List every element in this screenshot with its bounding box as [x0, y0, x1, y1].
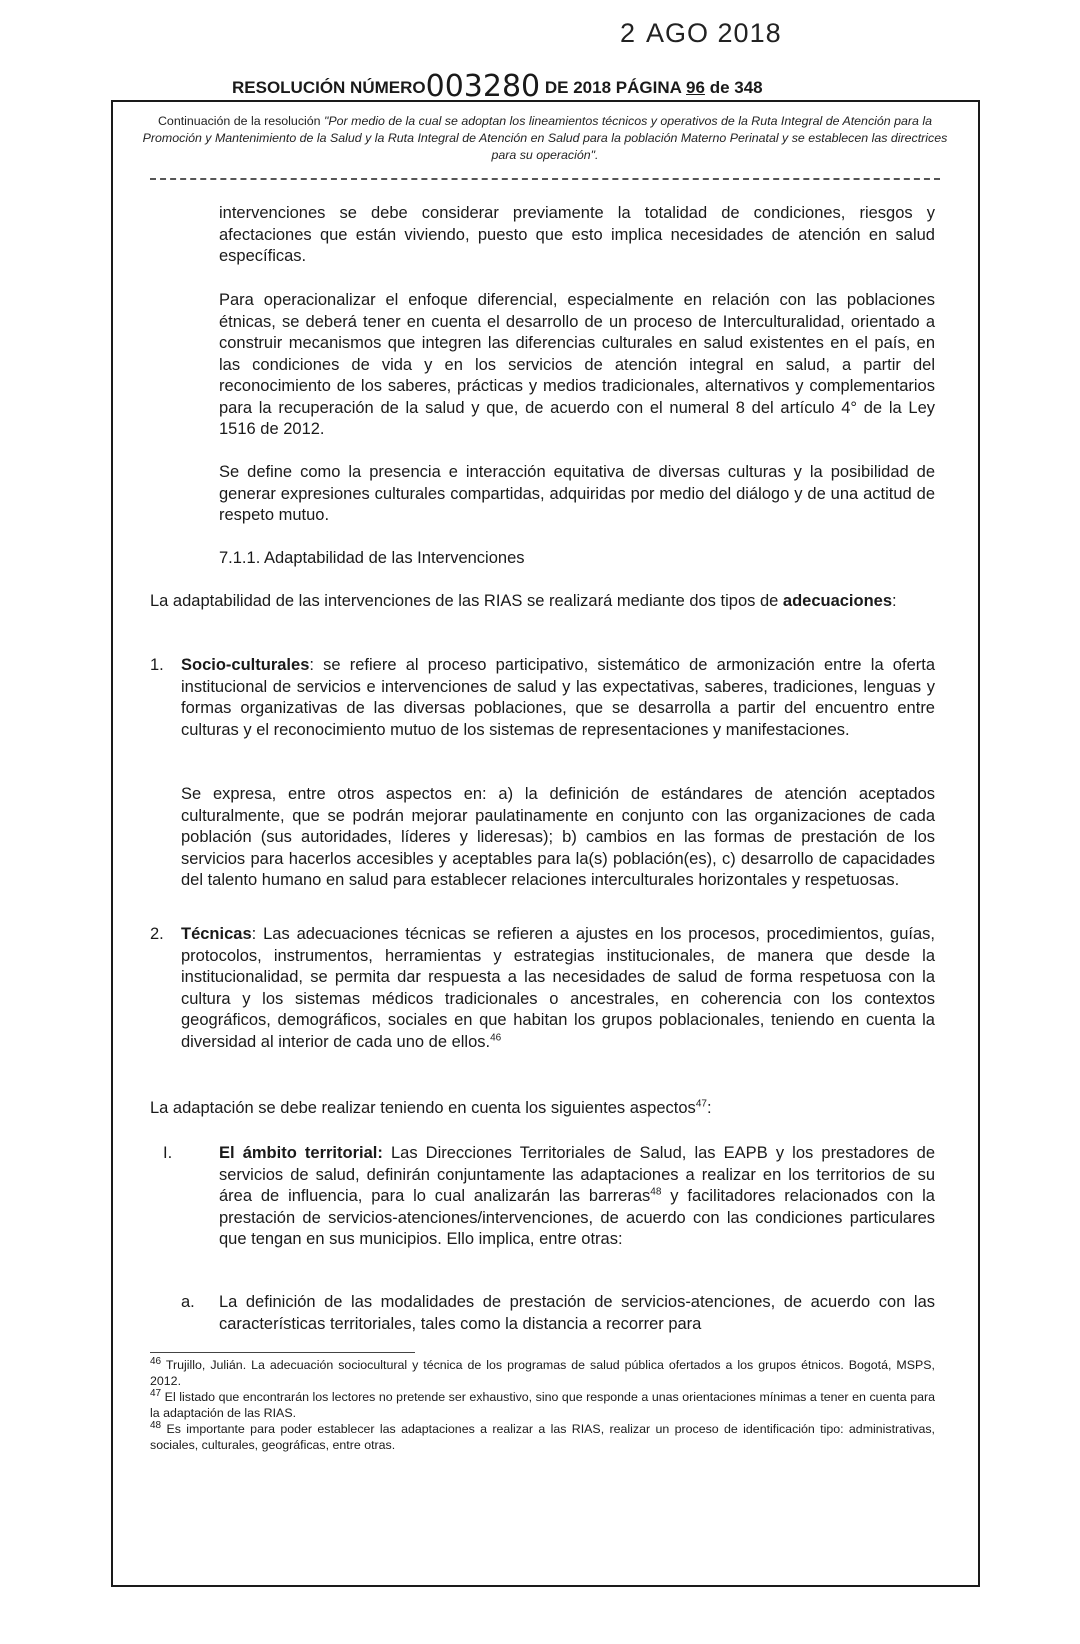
resolution-number: 003280 — [425, 69, 541, 104]
page-of: de — [709, 78, 730, 97]
item-a-number: a. — [181, 1293, 195, 1311]
resolution-year: DE 2018 — [544, 78, 612, 97]
item-1-number: 1. — [150, 656, 164, 674]
item-2 — [181, 924, 935, 1053]
paragraph-3: Se define como la presencia e interacción equitativa de diversas culturas y la posibilidad de generar expresiones culturales compartidas, adquiridas por medio del diálogo y de una actitud de respeto mutuo. — [219, 463, 935, 524]
item-1 — [181, 655, 935, 741]
section-heading — [219, 548, 935, 570]
section-title: Adaptabilidad de las Intervenciones — [263, 549, 525, 567]
footnote-48 — [150, 1419, 935, 1453]
paragraph-1: intervenciones se debe considerar previamente la totalidad de condiciones, riesgos y afectaciones que están viviendo, puesto que esto implica necesidades de atención en salud específicas. — [219, 204, 935, 265]
paragraph-4-bold: adecuaciones — [782, 592, 893, 610]
paragraph-2: Para operacionalizar el enfoque diferencial, especialmente en relación con las poblaciones étnicas, se deberá tener en cuenta el desarrollo de un proceso de Interculturalidad, orientado a construir mecanismos que integren las diferencias culturales en salud existentes en el país, en las condiciones de vida y en los servicios de atención integral en salud, a partir del reconocimiento de los saberes, prácticas y medios tradicionales, alternativos y complementarios para la recuperación de la salud y que, de acuerdo con el numeral 8 del artículo 4° de la Ley 1516 de 2012. — [219, 291, 935, 438]
page-total: 348 — [734, 78, 763, 97]
resolution-header — [232, 66, 872, 104]
paragraph-5-footnote-ref: 47 — [695, 1098, 707, 1110]
item-2-bold: Técnicas — [181, 925, 252, 943]
stamp-day: 2 — [620, 18, 637, 48]
continuation-note — [140, 113, 950, 164]
item-1-bold: Socio-culturales — [181, 656, 310, 674]
dashed-divider — [150, 178, 940, 180]
roman-1-text-b: y facilitadores relacionados con la prestación de servicios-atenciones/intervenciones, de acuerdo con las condiciones particulares que tengan en sus municipios. Ello implica, entre otras: — [219, 1187, 935, 1248]
roman-1 — [219, 1143, 935, 1251]
item-2-footnote-ref: 46 — [490, 1032, 502, 1043]
item-1-paragraph-2: Se expresa, entre otros aspectos en: a) la definición de estándares de atención aceptados culturalmente, que se podrán mejorar paulatinamente en conjunto con las organizaciones de cada población (sus autoridades, líderes y lideresas); b) cambios en las formas de prestación de los servicios para hacerlos accesibles y aceptables para la(s) población(es), c) desarrollo de capacidades del talento humano en salud para establecer relaciones interculturales horizontales y respetuosas. — [181, 785, 935, 889]
item-1-text: : se refiere al proceso participativo, sistemático de armonización entre la oferta institucional de servicios e intervenciones de salud y las expectativas, saberes, tradiciones, lenguas y formas organizativas de las diversas poblaciones, que se desarrolla a partir del encuentro entre culturas y el reconocimiento mutuo de los sistemas de representaciones y manifestaciones. — [181, 656, 935, 739]
continuation-prefix: Continuación de la resolución — [157, 114, 324, 128]
footnote-46-text: Trujillo, Julián. La adecuación sociocultural y técnica de los programas de salud pública ofertados a los grupos étnicos. Bogotá, MSPS, 2012. — [150, 1358, 935, 1388]
paragraph-5-end: : — [706, 1099, 712, 1117]
paragraph-4 — [150, 591, 935, 613]
roman-1-text-a: Las Direcciones Territoriales de Salud, las EAPB y los prestadores de servicios de salud, definirán conjuntamente las adaptaciones a realizar en los territorios de su área de influencia, para lo cual analizarán las barreras — [219, 1144, 935, 1205]
item-2-number: 2. — [150, 925, 164, 943]
item-a: La definición de las modalidades de prestación de servicios-atenciones, de acuerdo con las características territoriales, tales como la distancia a recorrer para — [219, 1293, 935, 1333]
paragraph-5 — [150, 1098, 935, 1120]
footnote-rule — [150, 1352, 415, 1353]
footnote-48-number: 48 — [150, 1419, 162, 1431]
resolution-label: RESOLUCIÓN NÚMERO — [232, 78, 426, 97]
date-stamp — [620, 18, 782, 49]
page-number: 96 — [686, 78, 705, 97]
footnote-46-number: 46 — [150, 1355, 162, 1367]
roman-1-bold: El ámbito territorial: — [219, 1144, 383, 1162]
footnote-47-text: El listado que encontrarán los lectores no pretende ser exhaustivo, sino que responde a unas orientaciones mínimas a tener en cuenta para la adaptación de las RIAS. — [150, 1390, 935, 1420]
paragraph-4-end: : — [892, 592, 897, 610]
page-label: PÁGINA — [615, 78, 682, 97]
continuation-title: "Por medio de la cual se adoptan los lineamientos técnicos y operativos de la Ruta Integral de Atención para la Promoción y Mantenimiento de la Salud y la Ruta Integral de Atención en Salud para la población Materno Perinatal y se establecen las directrices para su operación". — [142, 114, 948, 162]
footnote-47 — [150, 1387, 935, 1421]
stamp-month-year: AGO 2018 — [646, 18, 782, 48]
footnote-46 — [150, 1355, 935, 1389]
footnote-47-number: 47 — [150, 1387, 162, 1399]
roman-1-footnote-ref: 48 — [650, 1186, 662, 1198]
paragraph-4-text: La adaptabilidad de las intervenciones de las RIAS se realizará mediante dos tipos de — [150, 592, 783, 610]
footnote-48-text: Es importante para poder establecer las adaptaciones a realizar a las RIAS, realizar un proceso de identificación tipo: administrativas, sociales, culturales, geográficas, entre otras. — [150, 1422, 935, 1452]
roman-1-number: I. — [163, 1144, 173, 1162]
paragraph-5-text: La adaptación se debe realizar teniendo en cuenta los siguientes aspectos — [150, 1099, 696, 1117]
item-2-text: : Las adecuaciones técnicas se refieren a ajustes en los procesos, procedimientos, guías, protocolos, instrumentos, herramientas y estrategias institucionales, de manera que desde la institucionalidad, se permita dar respuesta a las necesidades de salud de forma respetuosa con la cultura y los sistemas médicos tradicionales o ancestrales, en coherencia con los contextos geográficos, demográficos, sociales en que habitan los grupos poblacionales, teniendo en cuenta la diversidad al interior de cada uno de ellos. — [181, 925, 935, 1051]
section-number: 7.1.1. — [219, 549, 261, 567]
